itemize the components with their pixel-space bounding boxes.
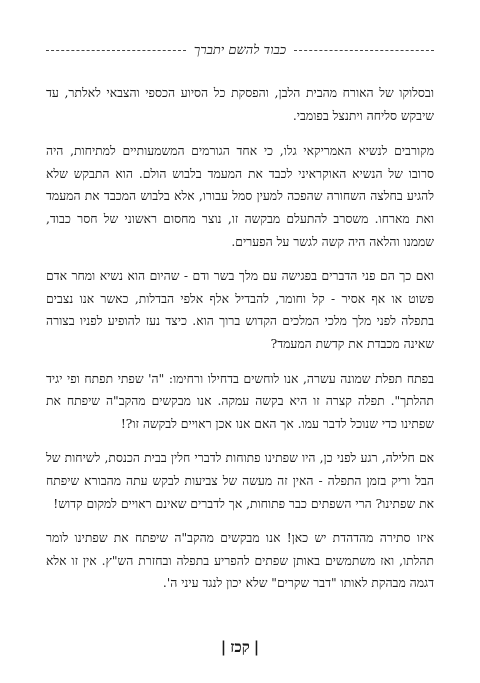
header-rule-right xyxy=(294,50,434,51)
page-footer xyxy=(0,638,480,657)
paragraph-2: מקורבים לנשיא האמריקאי גלו, כי אחד הגורמים המשמעותיים למתיחות, היה סרובו של הנשיא האוקראיני לכבד את המעמד בלבוש הולם. הוא התבקש שלא להגיע בחלצה השחורה שהפכה למעין סמל עבורו, אלא בלבוש המכבד את המעמד ואת מארחו. משסרב להתעלם מבקשה זו, נוצר מחסום ראשוני של חסר כבוד, שממנו והלאה היה קשה לגשר על הפערים. xyxy=(46,144,434,249)
footer-bar-left: | xyxy=(220,638,227,656)
paragraph-6: איזו סתירה מהדהדת יש כאן! אנו מבקשים מהקב"ה שיפתח את שפתינו לומר תהלתו, ואז משתמשים באותן שפתים להפריע בתפלה ובחזרת הש"ץ. אין זו אלא דגמה מבהקת לאותו "דבר שקרים" שלא יכון לנגד עיני ה'. xyxy=(46,531,434,591)
page-header xyxy=(46,40,434,60)
page-number: קכז xyxy=(230,638,250,656)
paragraph-3: ואם כך הם פני הדברים בפגישה עם מלך בשר ודם - שהיום הוא נשיא ומחר אדם פשוט או אף אסיר - קל וחומר, להבדיל אלף אלפי הבדלות, כאשר אנו נצבים בתפלה לפני מלך מלכי המלכים הקדוש ברוך הוא. כיצד נעז להופיע לפניו בצורה שאינה מכבדת את קדשת המעמד? xyxy=(46,269,434,351)
paragraph-1: ובסלוקו של האורח מהבית הלבן, והפסקת כל הסיוע הכספי והצבאי לאלתר, עד שיבקש סליחה ויתנצל בפומבי. xyxy=(46,86,434,123)
paragraph-4: בפתח תפלת שמונה עשרה, אנו לוחשים בדחילו ורחימו: "ה' שפתי תפתח ופי יגיד תהלתך". תפלה קצרה זו היא בקשה עמקה. אנו מבקשים מהקב"ה שיפתח את שפתינו כדי שנוכל לדבר עמו. אך האם אנו אכן ראויים לבקשה זו?! xyxy=(46,371,434,431)
header-rule-left xyxy=(46,50,186,51)
footer-bar-right: | xyxy=(253,638,260,656)
paragraph-5: אם חלילה, רגע לפני כן, היו שפתינו פתוחות לדברי חלין בבית הכנסת, לשיחות של הבל וריק בזמן התפלה - האין זה מעשה של צביעות לבקש עתה מהבורא שיפתח את שפתינו? הרי השפתים כבר פתוחות, אך לדברים שאינם ראויים למקום קדוש! xyxy=(46,451,434,511)
body-text xyxy=(46,82,434,607)
header-title: כבוד להשם יתברך xyxy=(193,43,287,58)
